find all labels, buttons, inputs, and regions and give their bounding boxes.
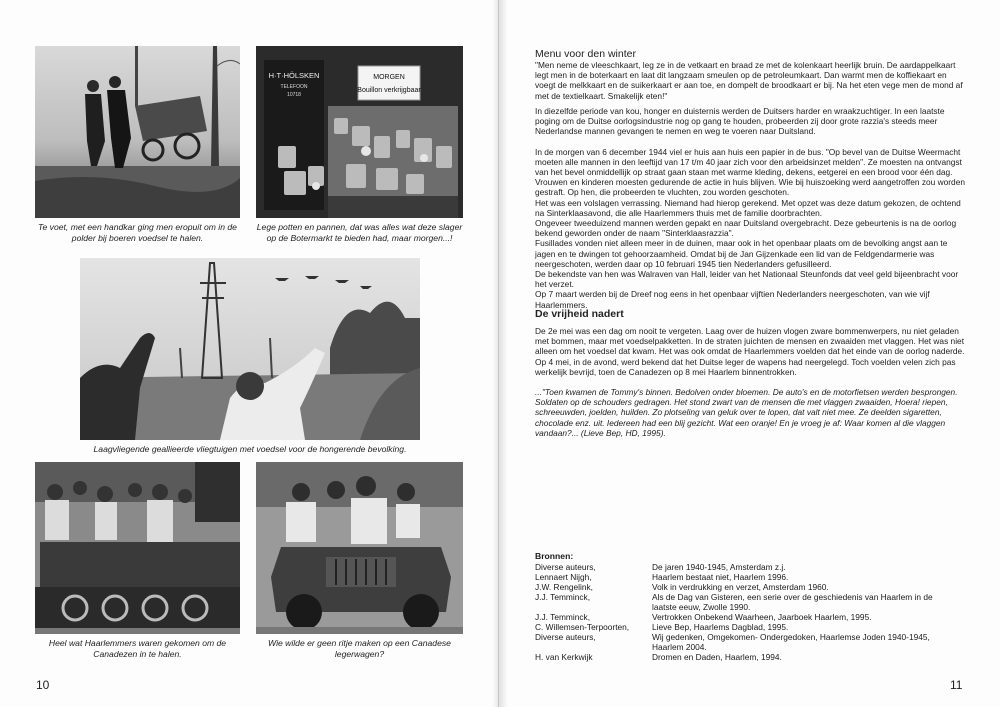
photo-waving-planes [80, 258, 420, 440]
paragraph-menu [535, 60, 965, 101]
source-work: Wij gedenken, Omgekomen- Ondergedoken, Haarlemse Joden 1940-1945, Haarlem 2004. [652, 632, 930, 653]
source-author: Diverse auteurs, [535, 632, 596, 642]
source-work: Als de Dag van Gisteren, een serie over de geschiedenis van Haarlem in de laatste eeuw, Zwolle 1990. [652, 592, 933, 613]
caption-butcher: Lege potten en pannen, dat was alles wat deze slager op de Botermarkt te bieden had, maar morgen...! [256, 222, 463, 243]
sign-telefoon: TELEFOON [280, 84, 308, 90]
caption-handcart: Te voet, met een handkar ging men eropuit om in de polder bij boeren voedsel te halen. [38, 222, 237, 243]
sign-number: 10718 [287, 92, 301, 98]
caption-jeep: Wie wilde er geen ritje maken op een Canadese legerwagen? [268, 638, 451, 659]
source-work: Volk in verdrukking en verzet, Amsterdam 1960. [652, 582, 829, 592]
paragraph-block-vrijheid [535, 326, 965, 438]
paragraph-9: De 2e mei was een dag om nooit te vergeten. Laag over de huizen vlogen zware bommenwerpers, nu niet geladen met bommen, maar met voedselpakketten. In de straten juichten de mensen en zwaaiden met vlaggen. Het was niet alleen om het voedsel dat kwam. Het was ook omdat de Haarlemmers voelden dat het einde van de oorlog naderde. [535, 326, 965, 357]
caption-crowd: Heel wat Haarlemmers waren gekomen om de Canadezen in te halen. [48, 638, 227, 659]
source-author: H. van Kerkwijk [535, 652, 593, 662]
left-page [0, 0, 499, 707]
sign-shop-name: H·T·HÖLSKEN [268, 71, 320, 80]
sources-title: Bronnen: [535, 551, 574, 561]
paragraph-block-razzia [535, 106, 965, 310]
source-author: Diverse auteurs, [535, 562, 596, 572]
page-number-left: 10 [36, 678, 50, 692]
photo-jeep [256, 462, 463, 634]
source-author: J.J. Temminck, [535, 592, 591, 602]
quote-lieve-bep: ..."Toen kwamen de Tommy's binnen. Bedolven onder bloemen. De auto's en de motorfietsen werden besprongen. Soldaten op de schouders gedragen. Het stond zwart van de mensen die met vlaggen zwaaiden, Hoera! riepen, schreeuwden, joelden, huilden. Zo plotseling van geluk over te lopen, dat valt niet mee. Ze deelden sigaretten, chocolade enz. uit. Iedereen had een blij gezicht. Wat een oranje! En je vroeg je af: Waar komen al die vlaggen vandaan?... (Lieve Bep, HD, 1995). [535, 387, 958, 438]
paragraph-7: De bekendste van hen was Walraven van Hall, leider van het Nationaal Steunfonds dat veel geld bijeenbracht voor het verzet. [535, 269, 959, 290]
photo-crowd-carrier [35, 462, 240, 634]
source-work: De jaren 1940-1945, Amsterdam z.j. [652, 562, 786, 572]
paragraph-4: Het was een volslagen verrassing. Niemand had hierop gerekend. Met opzet was deze datum gekozen, de ochtend na Sinterklaasavond, die alle Haarlemmers thuis met de familie doorbrachten. [535, 197, 961, 218]
paragraph-2: In diezelfde periode van kou, honger en duisternis werden de Duitsers harder en wraakzuchtiger. In een laatste poging om de Duitse oorlogsindustrie nog op gang te houden, probeerden zij door grote razzia's steeds meer Nederlandse mannen gevangen te nemen en weg te voeren naar Duitsland. [535, 106, 945, 137]
source-work: Haarlem bestaat niet, Haarlem 1996. [652, 572, 789, 582]
source-author: J.J. Temminck, [535, 612, 591, 622]
caption-planes: Laagvliegende geallieerde vliegtuigen met voedsel voor de hongerende bevolking. [93, 444, 407, 454]
source-work: Dromen en Daden, Haarlem, 1994. [652, 652, 782, 662]
sign-morgen: MORGEN [373, 74, 405, 81]
book-gutter [492, 0, 508, 707]
paragraph-8: Op 7 maart werden bij de Dreef nog eens in het openbaar vijftien Nederlanders neergeschoten, van wie vijf Haarlemmers. [535, 289, 930, 310]
heading-menu: Menu voor den winter [535, 48, 636, 60]
photo-handcart [35, 46, 240, 218]
source-author: Lennaert Nijgh, [535, 572, 592, 582]
paragraph-3: In de morgen van 6 december 1944 viel er huis aan huis een papier in de bus. "Op bevel van de Duitse Weermacht moeten alle mannen in den leeftijd van 17 t/m 40 jaar zich voor den arbeidsinzet melden". Ze moesten na ontvangst van het bevel onmiddellijk op straat gaan staan met warme kleding, dekens, eetgerei en een brood voor één dag. Vrouwen en kinderen moesten gedurende de actie in huis blijven. Wie bij huiszoeking werd aangetroffen zou worden gestraft. Op hen, die probeerden te vluchten, zou worden geschoten. [535, 146, 965, 198]
source-work: Lieve Bep, Haarlems Dagblad, 1995. [652, 622, 789, 632]
source-author: C. Willemsen-Terpoorten, [535, 622, 630, 632]
paragraph-5: Ongeveer tweeduizend mannen werden gepakt en naar Duitsland overgebracht. Deze gebeurtenis is na de oorlog bekend geworden onder de naam "Sinterklaasrazzia". [535, 218, 957, 239]
source-author: J.W. Rengelink, [535, 582, 593, 592]
paragraph-6: Fusillades vonden niet alleen meer in de duinen, maar ook in het openbaar plaats om de bevolking angst aan te jagen en te dwingen tot gehoorzaamheid. Omdat bij de Jan Gijzenkade een lid van de Feldgendarmerie was neergeschoten, werden daar op 10 februari 1945 tien Nederlanders gefusilleerd. [535, 238, 948, 269]
photo-butcher-window [256, 46, 463, 218]
paragraph-10: Op 4 mei, in de avond, werd bekend dat het Duitse leger de wapens had neergelegd. Toch voelden velen zich pas werkelijk bevrijd, toen de Canadezen op 8 mei Haarlem binnentrokken. [535, 356, 956, 377]
heading-vrijheid: De vrijheid nadert [535, 308, 624, 320]
page-number-right: 11 [950, 678, 963, 692]
menu-text: "Men neme de vleeschkaart, leg ze in de vetkaart en braad ze met de kolenkaart heerlijk bruin. De aardappelkaart legt men in de boterkaart en laat dit langzaam smeulen op de petroleumkaart. Dan warmt men de koffiekaart en voegt de melkkaart en de suikerkaart er aan toe, en dompelt de broodkaart er bij. Na het eten vege men de mond af met de textielkaart. Smakelijk eten!" [535, 60, 963, 101]
sign-bouillon: Bouillon verkrijgbaar [357, 87, 421, 94]
source-work: Vertrokken Onbekend Waarheen, Jaarboek Haarlem, 1995. [652, 612, 872, 622]
